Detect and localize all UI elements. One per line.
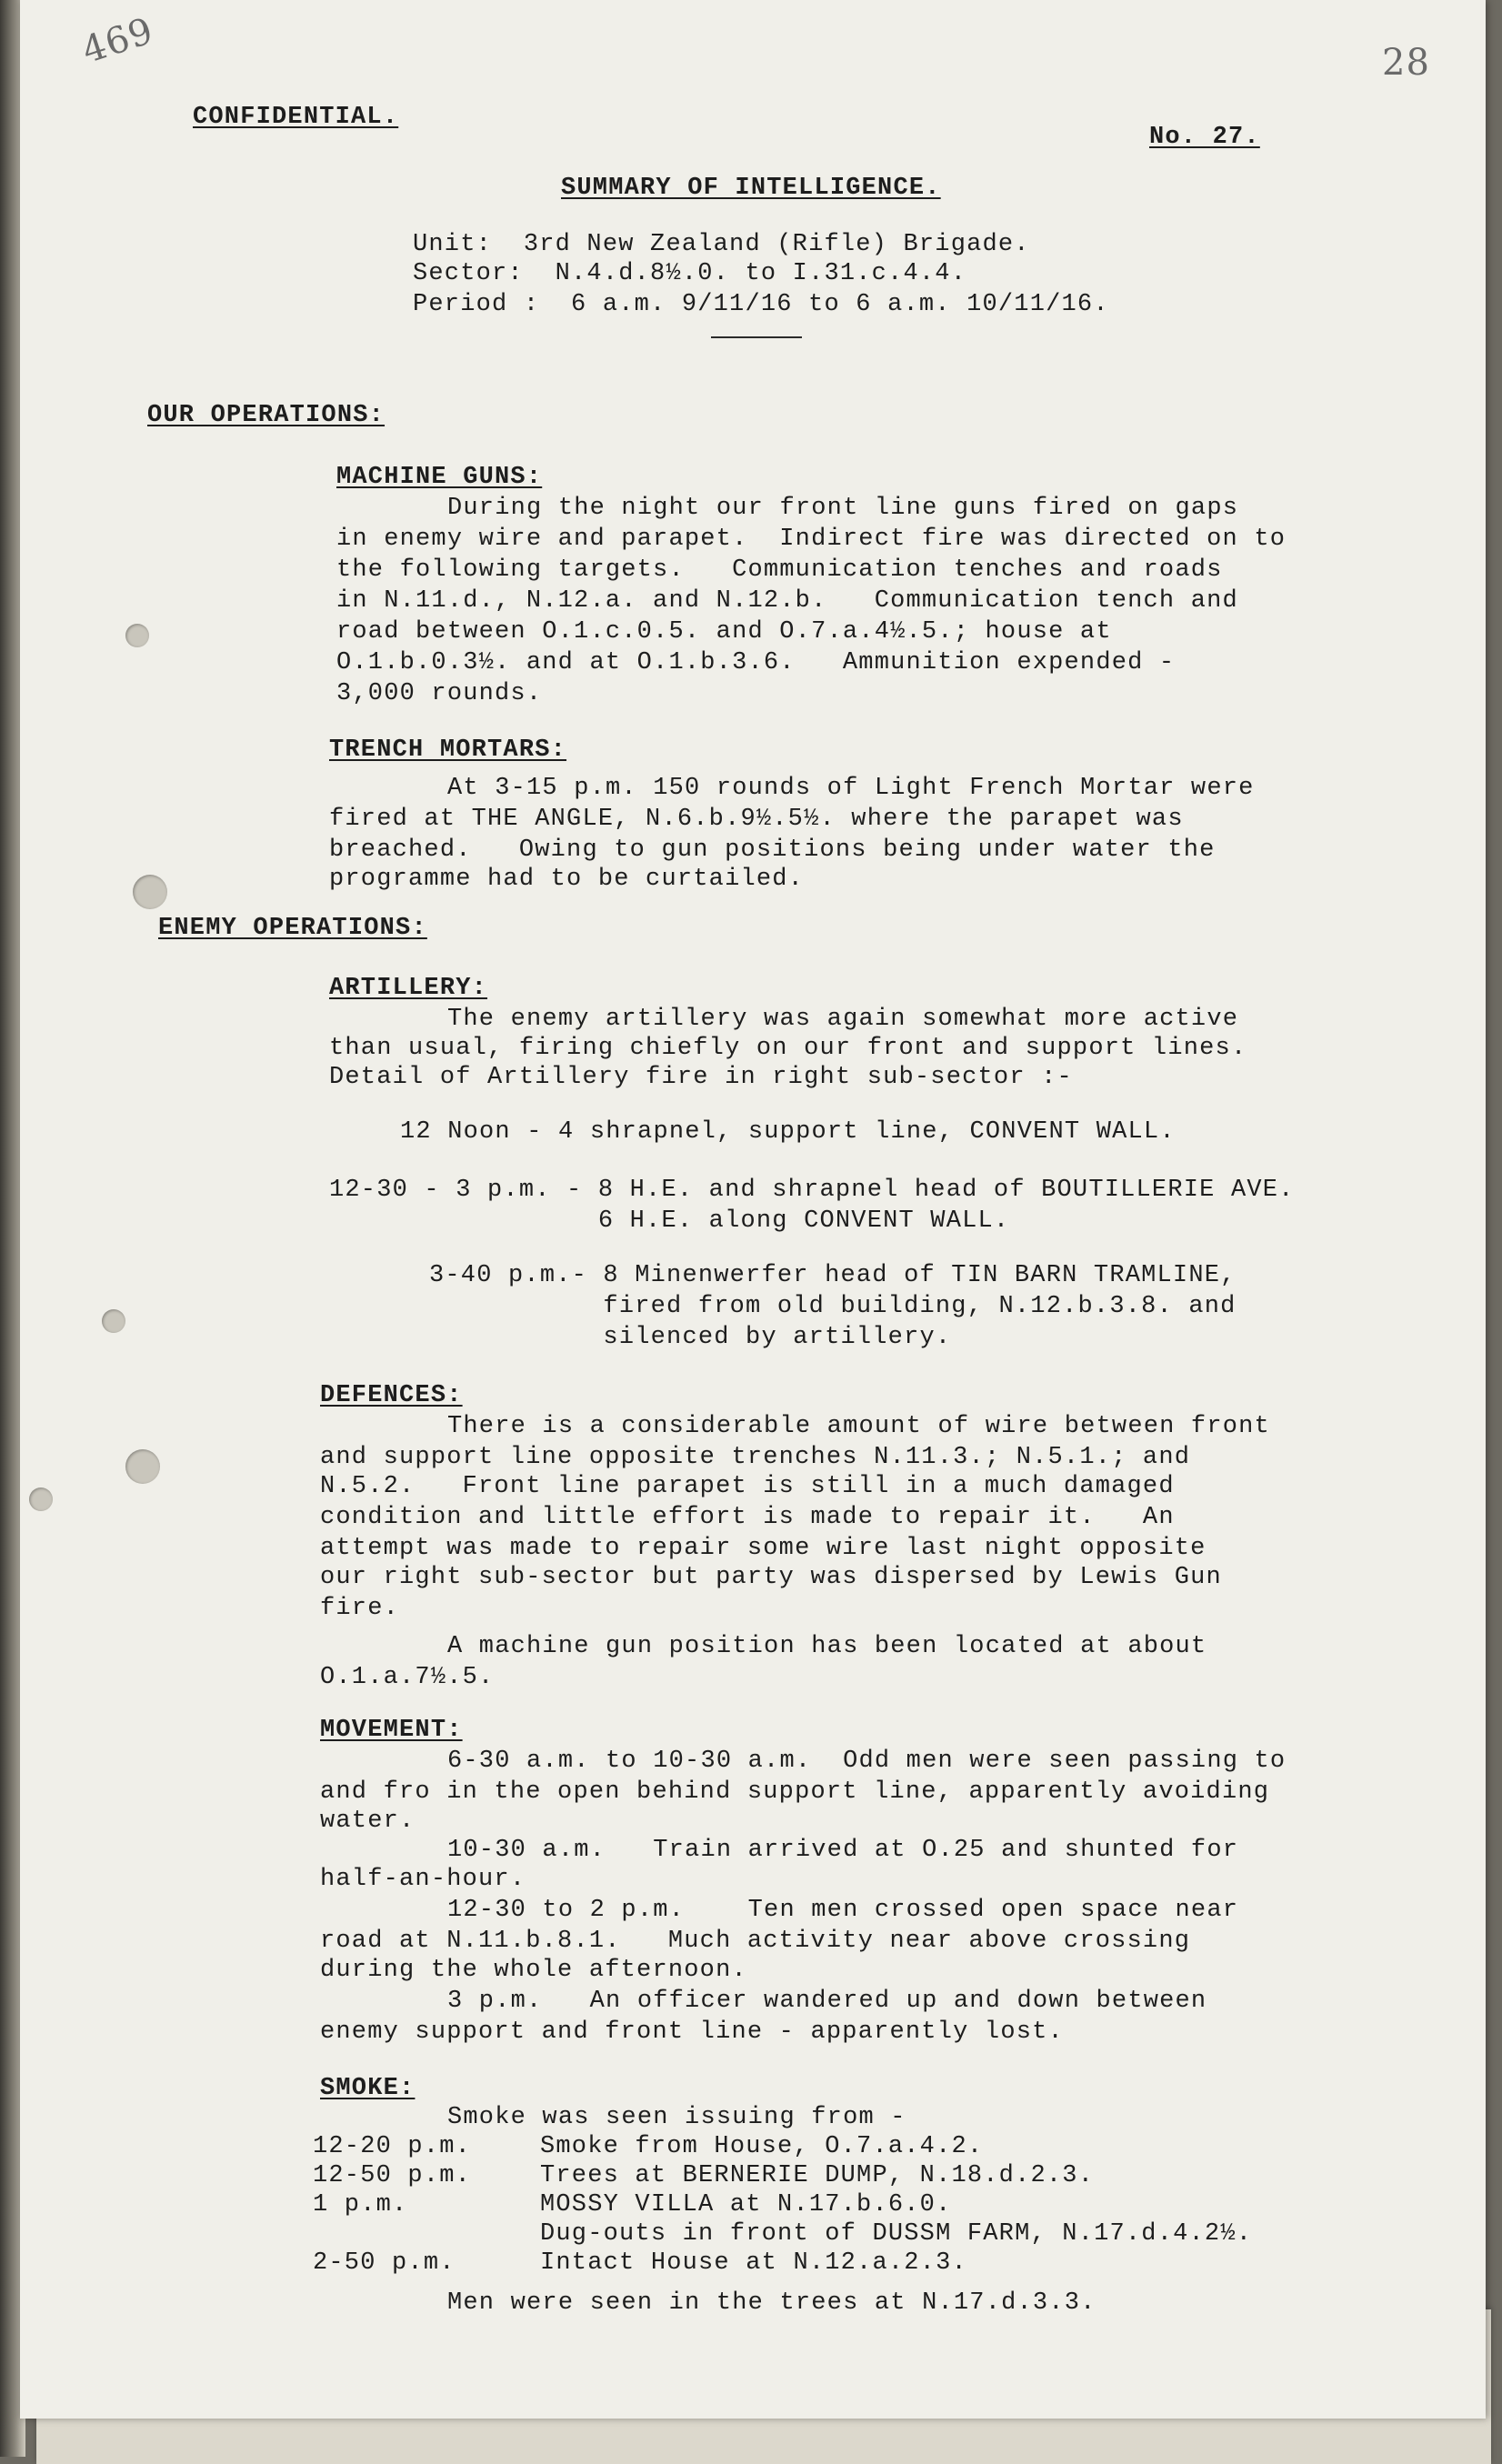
smoke-entry-time: 12-50 p.m. bbox=[313, 2162, 472, 2189]
smoke-entry-text: Dug-outs in front of DUSSM FARM, N.17.d.4.2½. bbox=[540, 2220, 1253, 2248]
movement-line: 6-30 a.m. to 10-30 a.m. Odd men were seen passing to bbox=[447, 1748, 1287, 1775]
machine-guns-line: in N.11.d., N.12.a. and N.12.b. Communication tench and bbox=[336, 587, 1238, 615]
machine-guns-line: 3,000 rounds. bbox=[336, 680, 543, 707]
smoke-entry-text: MOSSY VILLA at N.17.b.6.0. bbox=[540, 2191, 952, 2219]
movement-line: and fro in the open behind support line, apparently avoiding bbox=[320, 1778, 1270, 1806]
artillery-line: Detail of Artillery fire in right sub-sector :- bbox=[329, 1064, 1073, 1091]
subheading-machine-guns: MACHINE GUNS: bbox=[336, 464, 543, 491]
document-page bbox=[20, 0, 1486, 2419]
subheading-defences: DEFENCES: bbox=[320, 1382, 463, 1409]
subheading-movement: MOVEMENT: bbox=[320, 1717, 463, 1744]
smoke-entry-text: Smoke from House, O.7.a.4.2. bbox=[540, 2133, 984, 2160]
section-heading-enemy-operations: ENEMY OPERATIONS: bbox=[158, 915, 427, 942]
trench-mortars-line: fired at THE ANGLE, N.6.b.9½.5½. where the parapet was bbox=[329, 806, 1184, 833]
defences-line: fire. bbox=[320, 1595, 400, 1622]
defences-line: O.1.a.7½.5. bbox=[320, 1664, 495, 1691]
movement-line: water. bbox=[320, 1808, 416, 1835]
smoke-entry-text: Intact House at N.12.a.2.3. bbox=[540, 2249, 967, 2277]
punch-hole bbox=[125, 1449, 160, 1484]
punch-hole bbox=[29, 1487, 53, 1511]
smoke-intro: Smoke was seen issuing from - bbox=[447, 2104, 906, 2131]
smoke-closing: Men were seen in the trees at N.17.d.3.3. bbox=[447, 2289, 1096, 2317]
machine-guns-line: in enemy wire and parapet. Indirect fire was directed on to bbox=[336, 526, 1287, 553]
artillery-detail-line: 12-30 - 3 p.m. - 8 H.E. and shrapnel head of BOUTILLERIE AVE. bbox=[329, 1177, 1295, 1204]
smoke-entry-time: 2-50 p.m. bbox=[313, 2249, 456, 2277]
movement-line: enemy support and front line - apparently lost. bbox=[320, 2018, 1064, 2046]
machine-guns-line: During the night our front line guns fired on gaps bbox=[447, 495, 1239, 522]
movement-line: half-an-hour. bbox=[320, 1866, 526, 1893]
folio-number: 469 bbox=[76, 9, 159, 73]
subheading-trench-mortars: TRENCH MORTARS: bbox=[329, 736, 567, 764]
defences-line: There is a considerable amount of wire between front bbox=[447, 1413, 1270, 1440]
unit-line: Unit: 3rd New Zealand (Rifle) Brigade. bbox=[413, 231, 1030, 258]
machine-guns-line: O.1.b.0.3½. and at O.1.b.3.6. Ammunition expended - bbox=[336, 649, 1176, 676]
movement-line: 3 p.m. An officer wandered up and down between bbox=[447, 1988, 1207, 2015]
subheading-artillery: ARTILLERY: bbox=[329, 975, 488, 1002]
artillery-detail-line: 12 Noon - 4 shrapnel, support line, CONVENT WALL. bbox=[400, 1118, 1176, 1146]
defences-line: N.5.2. Front line parapet is still in a much damaged bbox=[320, 1473, 1175, 1500]
artillery-detail-line: 3-40 p.m.- 8 Minenwerfer head of TIN BARN TRAMLINE, bbox=[429, 1262, 1237, 1289]
subheading-smoke: SMOKE: bbox=[320, 2075, 416, 2102]
trench-mortars-line: programme had to be curtailed. bbox=[329, 866, 805, 893]
trench-mortars-line: breached. Owing to gun positions being under water the bbox=[329, 836, 1216, 864]
defences-line: A machine gun position has been located at about bbox=[447, 1633, 1207, 1660]
movement-line: road at N.11.b.8.1. Much activity near above crossing bbox=[320, 1928, 1191, 1955]
movement-line: 12-30 to 2 p.m. Ten men crossed open space near bbox=[447, 1897, 1239, 1924]
smoke-entry-time: 1 p.m. bbox=[313, 2191, 408, 2219]
period-line: Period : 6 a.m. 9/11/16 to 6 a.m. 10/11/16. bbox=[413, 291, 1109, 318]
page-number: 28 bbox=[1382, 42, 1430, 84]
movement-line: 10-30 a.m. Train arrived at O.25 and shunted for bbox=[447, 1837, 1239, 1864]
document-title: SUMMARY OF INTELLIGENCE. bbox=[561, 175, 941, 202]
document-number: No. 27. bbox=[1149, 124, 1260, 151]
defences-line: attempt was made to repair some wire last night opposite bbox=[320, 1535, 1207, 1562]
punch-hole bbox=[125, 624, 149, 647]
artillery-detail-line: 6 H.E. along CONVENT WALL. bbox=[329, 1207, 1010, 1235]
movement-line: during the whole afternoon. bbox=[320, 1957, 747, 1984]
section-heading-our-operations: OUR OPERATIONS: bbox=[147, 402, 386, 429]
defences-line: our right sub-sector but party was dispersed by Lewis Gun bbox=[320, 1564, 1222, 1591]
classification: CONFIDENTIAL. bbox=[193, 104, 399, 131]
smoke-entry-text: Trees at BERNERIE DUMP, N.18.d.2.3. bbox=[540, 2162, 1095, 2189]
artillery-detail-line: fired from old building, N.12.b.3.8. and bbox=[429, 1293, 1237, 1320]
artillery-detail-line: silenced by artillery. bbox=[429, 1324, 952, 1351]
trench-mortars-line: At 3-15 p.m. 150 rounds of Light French Mortar were bbox=[447, 775, 1255, 802]
smoke-entry-time: 12-20 p.m. bbox=[313, 2133, 472, 2160]
artillery-line: than usual, firing chiefly on our front and support lines. bbox=[329, 1035, 1247, 1062]
punch-hole bbox=[102, 1309, 125, 1333]
sector-line: Sector: N.4.d.8½.0. to I.31.c.4.4. bbox=[413, 260, 967, 287]
defences-line: and support line opposite trenches N.11.3.; N.5.1.; and bbox=[320, 1444, 1191, 1471]
machine-guns-line: the following targets. Communication tenches and roads bbox=[336, 556, 1223, 584]
artillery-line: The enemy artillery was again somewhat more active bbox=[447, 1006, 1239, 1033]
defences-line: condition and little effort is made to repair it. An bbox=[320, 1504, 1175, 1531]
punch-hole bbox=[133, 875, 167, 909]
machine-guns-line: road between O.1.c.0.5. and O.7.a.4½.5.; house at bbox=[336, 618, 1112, 646]
title-divider bbox=[711, 336, 802, 338]
